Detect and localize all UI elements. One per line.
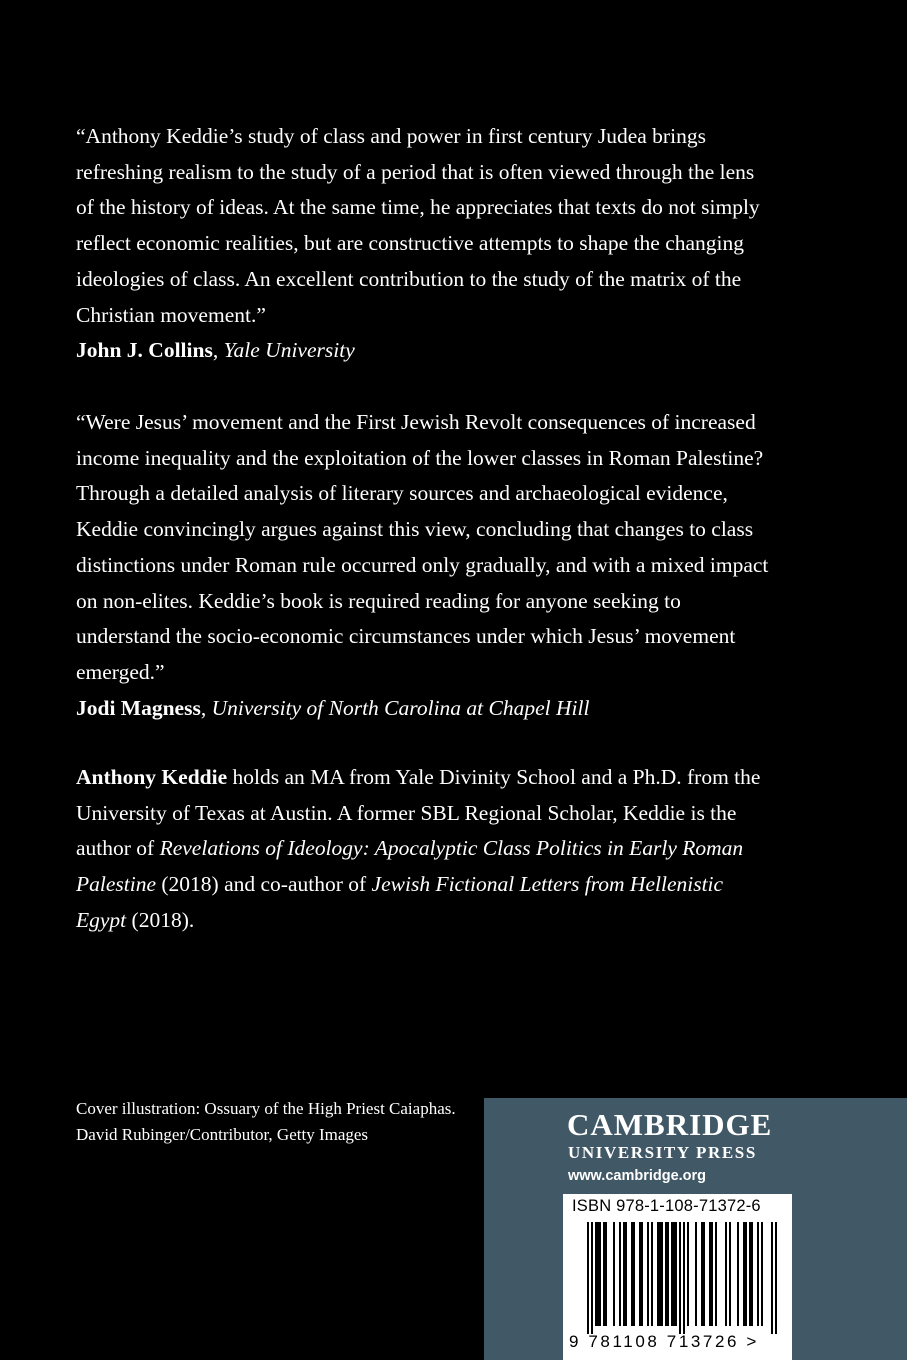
barcode-bar: [651, 1222, 653, 1326]
attribution-separator: ,: [200, 695, 212, 720]
barcode-bar: [711, 1222, 713, 1326]
barcode-bar: [639, 1222, 641, 1326]
publisher-logo-name: CAMBRIDGE: [567, 1107, 773, 1142]
barcode-bar: [661, 1222, 663, 1326]
bio-text: (2018) and co-author of: [156, 872, 372, 897]
barcode-bar: [695, 1222, 697, 1326]
barcode-bar: [623, 1222, 625, 1326]
barcode-bar: [687, 1222, 689, 1326]
barcode-bar: [603, 1222, 605, 1326]
barcode-bar: [605, 1222, 607, 1326]
endorsement-quote: “Anthony Keddie’s study of class and power in first century Judea brings refreshing realism to the study of a period that is often viewed through the lens of the history of ideas. At the same time, he appreciates that texts do not simply reflect economic realities, but are constructive attempts to shape the changing ideologies of class. An excellent contribution to the study of the matrix of the Christian movement.”: [76, 124, 760, 327]
barcode-bar: [751, 1222, 753, 1326]
barcode-bar: [761, 1222, 763, 1326]
barcode-bar: [757, 1222, 759, 1326]
endorsement-attribution: [76, 691, 776, 727]
endorsement-attribution: [76, 333, 776, 369]
barcode-bar: [683, 1222, 685, 1334]
barcode-bar: [657, 1222, 659, 1326]
barcode-bar: [729, 1222, 731, 1326]
barcode-bar: [587, 1222, 589, 1334]
barcode-bar: [641, 1222, 643, 1326]
barcode-box: [563, 1194, 792, 1360]
book-title: Jewish Fictional Letters from Hellenistic Egypt: [76, 872, 724, 932]
barcode-bar: [597, 1222, 599, 1326]
barcode-bar: [591, 1222, 593, 1334]
barcode-bar: [709, 1222, 711, 1326]
barcode-bar: [595, 1222, 597, 1326]
barcode-bar: [703, 1222, 705, 1326]
endorsement-collins: [76, 119, 776, 369]
publisher-website: www.cambridge.org: [568, 1168, 707, 1184]
author-bio: [76, 760, 776, 939]
endorser-name: John J. Collins: [76, 338, 213, 363]
barcode-bar: [771, 1222, 773, 1334]
endorser-affiliation: University of North Carolina at Chapel Hill: [211, 695, 590, 720]
barcode-bar: [749, 1222, 751, 1326]
barcode-bar: [715, 1222, 717, 1326]
endorser-affiliation: Yale University: [223, 338, 355, 363]
barcode-bar: [625, 1222, 627, 1326]
barcode-bar: [647, 1222, 649, 1326]
endorsement-magness: [76, 405, 776, 726]
endorsement-quote: “Were Jesus’ movement and the First Jewish Revolt consequences of increased income inequality and the exploitation of the lower classes in Roman Palestine? Through a detailed analysis of literary sources and archaeological evidence, Keddie convincingly argues against this view, concluding that changes to class distinctions under Roman rule occurred only gradually, and with a mixed impact on non-elites. Keddie’s book is required reading for anyone seeking to understand the socio-economic circumstances under which Jesus’ movement emerged.”: [76, 410, 769, 684]
attribution-separator: ,: [212, 338, 224, 363]
barcode-bar: [679, 1222, 681, 1334]
publisher-panel: [484, 1098, 907, 1360]
barcode-bar: [745, 1222, 747, 1326]
bio-text: (2018).: [126, 907, 195, 932]
barcode-bar: [667, 1222, 669, 1326]
barcode-bar: [599, 1222, 601, 1326]
publisher-logo-subtitle: UNIVERSITY PRESS: [568, 1143, 757, 1162]
barcode-bar: [675, 1222, 677, 1326]
barcode-icon: [571, 1222, 783, 1334]
endorser-name: Jodi Magness: [76, 695, 201, 720]
barcode-bar: [775, 1222, 777, 1334]
barcode-digits: 9 781108 713726 >: [569, 1332, 759, 1351]
barcode-bar: [725, 1222, 727, 1326]
barcode-bar: [665, 1222, 667, 1326]
cover-credit: Cover illustration: Ossuary of the High Priest Caiaphas. David Rubinger/Contributor, Getty Images: [76, 1099, 456, 1144]
barcode-bar: [613, 1222, 615, 1326]
author-name: Anthony Keddie: [76, 765, 228, 789]
bio-text: holds an MA from Yale Divinity School and a Ph.D. from the University of Texas at Austin. A former SBL Regional Scholar, Keddie is the author of: [76, 765, 761, 861]
barcode-bar: [633, 1222, 635, 1326]
barcode-bar: [743, 1222, 745, 1326]
isbn-label: ISBN 978-1-108-71372-6: [572, 1197, 761, 1215]
book-title: Revelations of Ideology: Apocalyptic Class Politics in Early Roman Palestine: [76, 836, 744, 897]
barcode-bar: [631, 1222, 633, 1326]
barcode-bar: [671, 1222, 673, 1326]
barcode-bar: [659, 1222, 661, 1326]
barcode-bar: [673, 1222, 675, 1326]
barcode-bar: [701, 1222, 703, 1326]
barcode-bar: [737, 1222, 739, 1326]
barcode-bar: [619, 1222, 621, 1326]
